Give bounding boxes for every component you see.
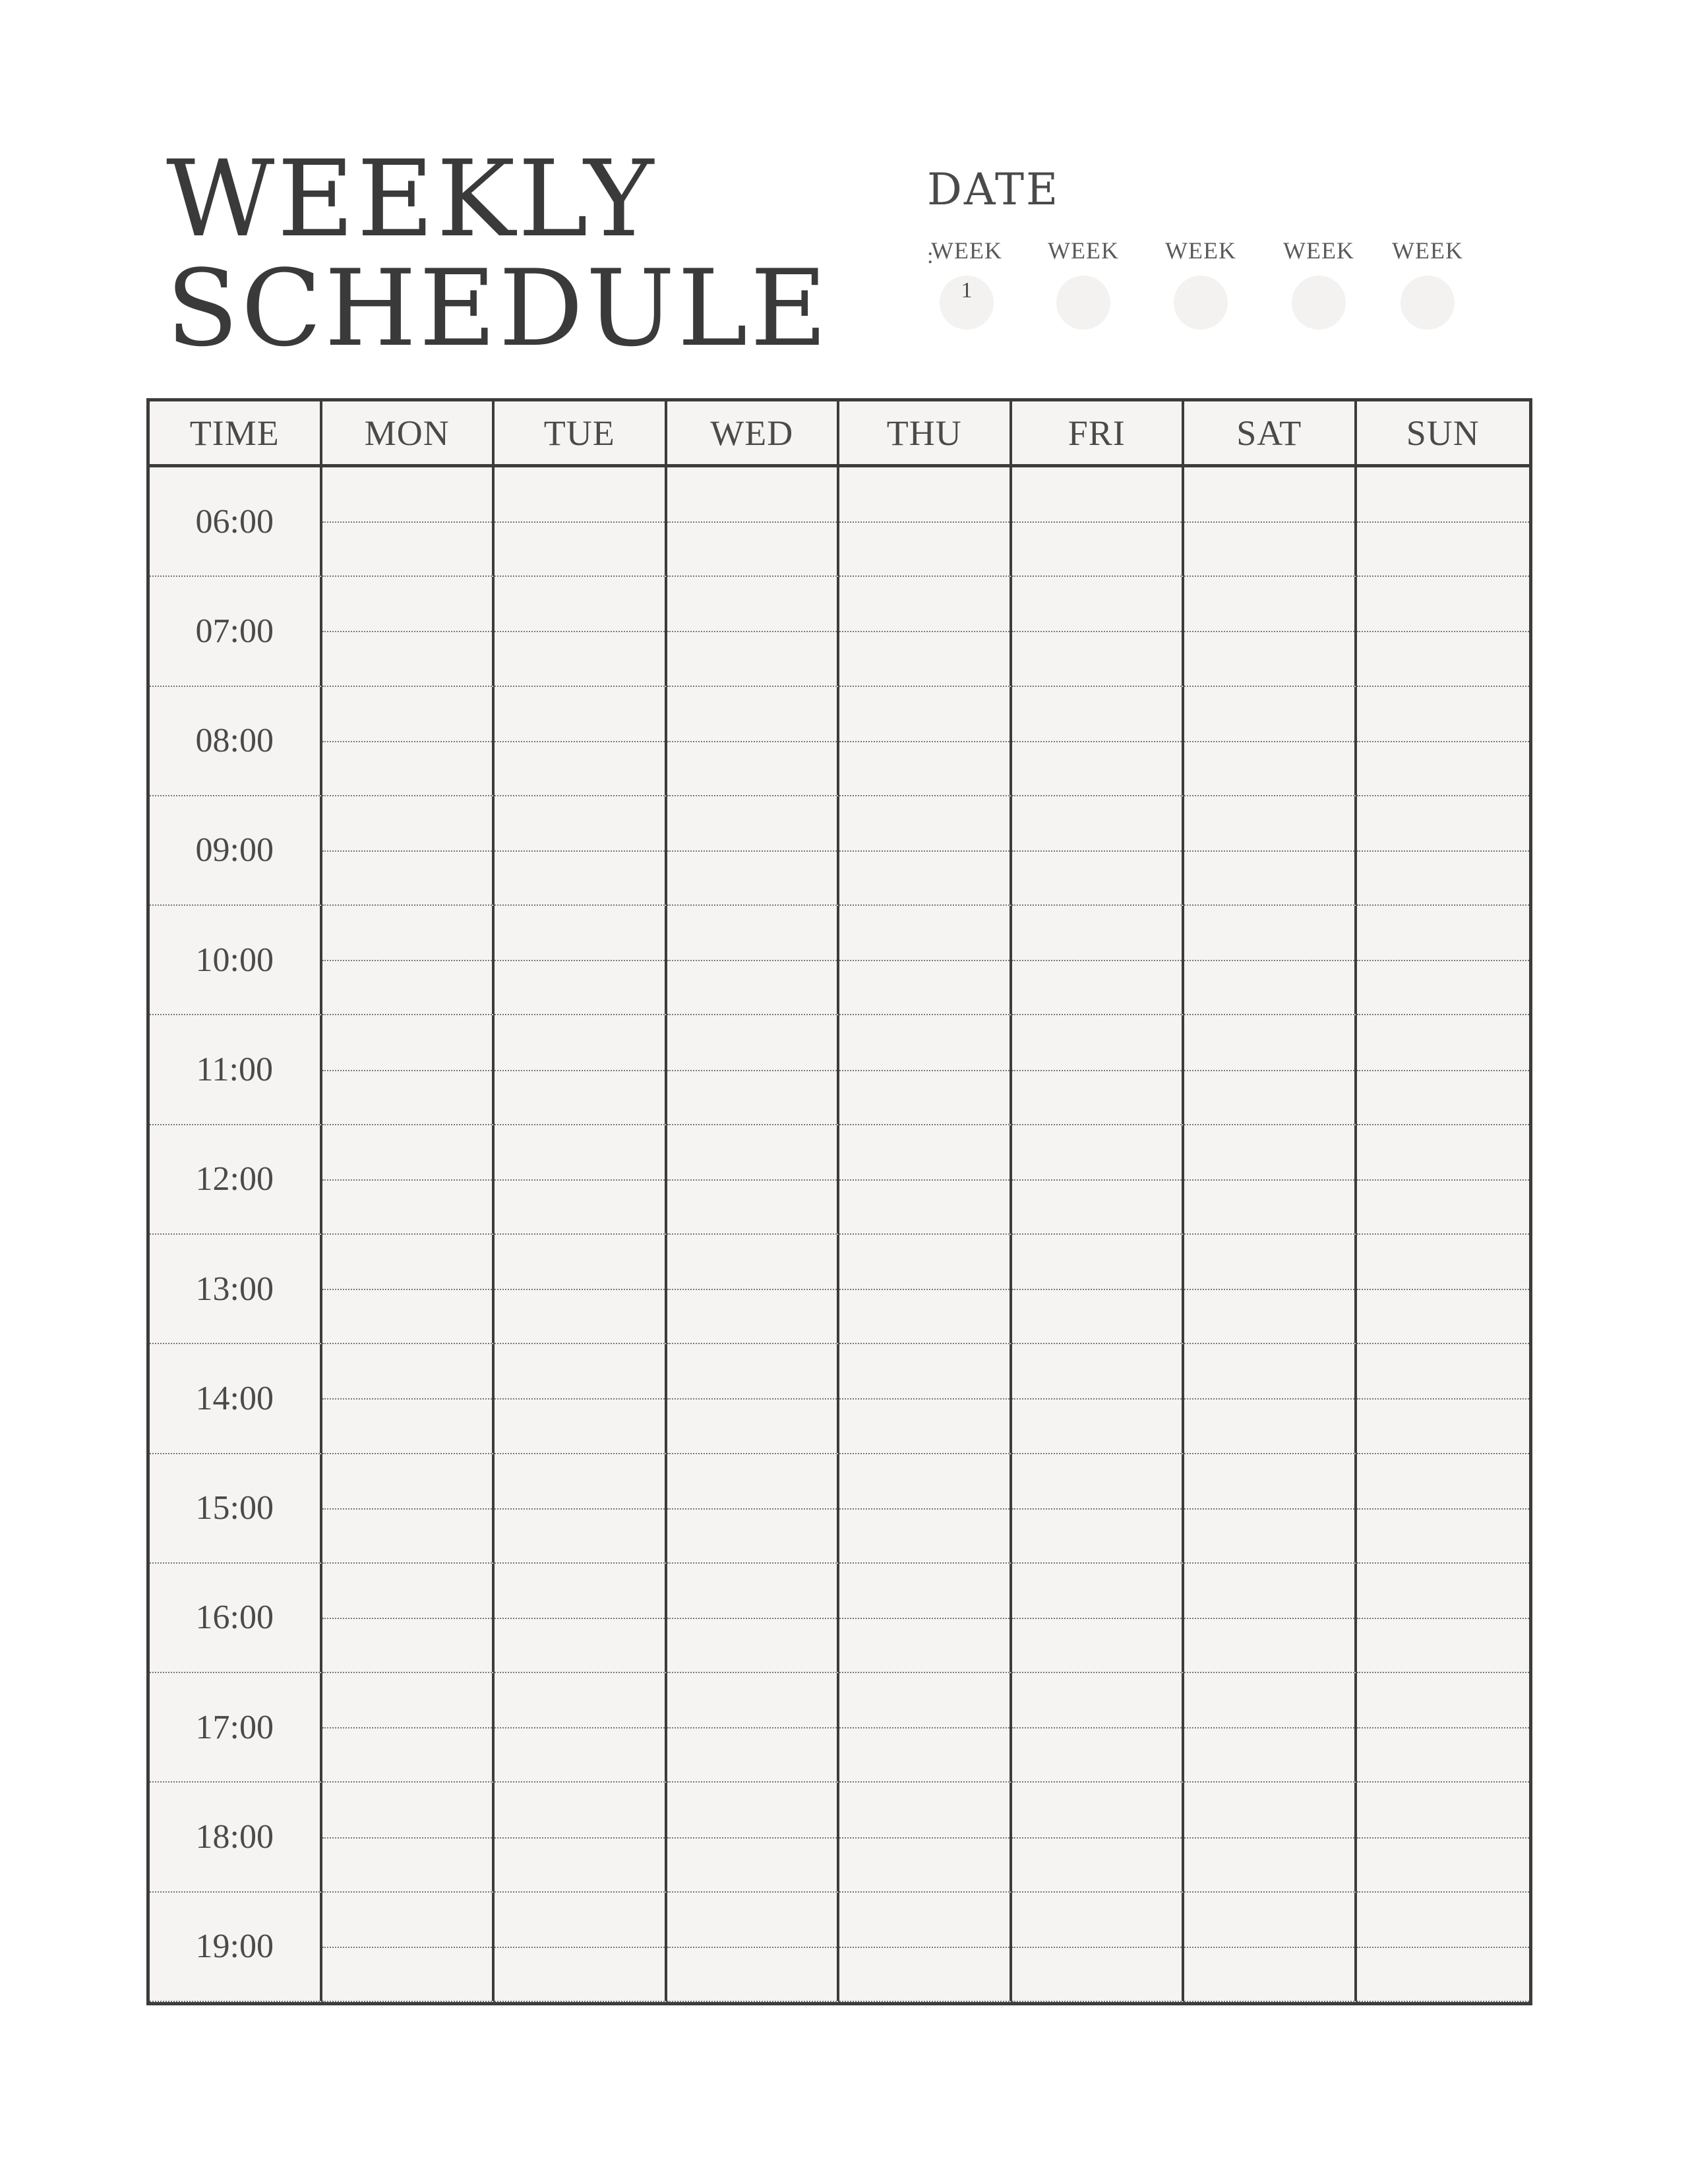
schedule-slot-tue[interactable] bbox=[495, 1783, 667, 1892]
week-marker: : bbox=[927, 244, 934, 268]
schedule-slot-wed[interactable] bbox=[667, 577, 840, 686]
schedule-slot-fri[interactable] bbox=[1012, 1125, 1185, 1235]
schedule-slot-sun[interactable] bbox=[1357, 577, 1530, 686]
schedule-slot-tue[interactable] bbox=[495, 906, 667, 1015]
column-header-sun: SUN bbox=[1357, 401, 1530, 467]
schedule-slot-wed[interactable] bbox=[667, 1344, 840, 1454]
week-circle[interactable] bbox=[1056, 276, 1110, 330]
schedule-slot-mon[interactable] bbox=[322, 467, 495, 577]
schedule-slot-tue[interactable] bbox=[495, 1125, 667, 1235]
schedule-slot-thu[interactable] bbox=[839, 1454, 1012, 1564]
schedule-slot-wed[interactable] bbox=[667, 1454, 840, 1564]
schedule-slot-sat[interactable] bbox=[1184, 1673, 1357, 1783]
schedule-slot-wed[interactable] bbox=[667, 906, 840, 1015]
week-item[interactable] bbox=[1158, 239, 1244, 330]
schedule-slot-sun[interactable] bbox=[1357, 1673, 1530, 1783]
schedule-slot-sun[interactable] bbox=[1357, 1235, 1530, 1344]
schedule-slot-mon[interactable] bbox=[322, 1344, 495, 1454]
schedule-slot-thu[interactable] bbox=[839, 1673, 1012, 1783]
schedule-slot-mon[interactable] bbox=[322, 906, 495, 1015]
schedule-slot-thu[interactable] bbox=[839, 577, 1012, 686]
schedule-slot-fri[interactable] bbox=[1012, 1454, 1185, 1564]
schedule-slot-wed[interactable] bbox=[667, 1783, 840, 1892]
schedule-slot-wed[interactable] bbox=[667, 1673, 840, 1783]
schedule-slot-fri[interactable] bbox=[1012, 577, 1185, 686]
schedule-slot-sat[interactable] bbox=[1184, 467, 1357, 577]
schedule-slot-sat[interactable] bbox=[1184, 1344, 1357, 1454]
schedule-slot-thu[interactable] bbox=[839, 687, 1012, 796]
column-header-mon: MON bbox=[322, 401, 495, 467]
schedule-slot-sat[interactable] bbox=[1184, 1125, 1357, 1235]
schedule-slot-sun[interactable] bbox=[1357, 1783, 1530, 1892]
schedule-slot-sun[interactable] bbox=[1357, 687, 1530, 796]
column-header-tue: TUE bbox=[495, 401, 667, 467]
week-number: 1 bbox=[961, 278, 973, 303]
schedule-slot-fri[interactable] bbox=[1012, 1564, 1185, 1673]
schedule-slot-fri[interactable] bbox=[1012, 1015, 1185, 1125]
schedule-slot-thu[interactable] bbox=[839, 1344, 1012, 1454]
schedule-slot-thu[interactable] bbox=[839, 906, 1012, 1015]
schedule-slot-fri[interactable] bbox=[1012, 1783, 1185, 1892]
schedule-slot-wed[interactable] bbox=[667, 1564, 840, 1673]
schedule-slot-mon[interactable] bbox=[322, 1015, 495, 1125]
schedule-slot-thu[interactable] bbox=[839, 1783, 1012, 1892]
schedule-slot-thu[interactable] bbox=[839, 1235, 1012, 1344]
week-item[interactable] bbox=[1385, 239, 1470, 330]
schedule-slot-fri[interactable] bbox=[1012, 467, 1185, 577]
schedule-slot-wed[interactable] bbox=[667, 467, 840, 577]
schedule-slot-mon[interactable] bbox=[322, 1564, 495, 1673]
time-label: 11:00 bbox=[150, 1015, 322, 1125]
week-label: WEEK bbox=[1165, 237, 1236, 264]
schedule-slot-wed[interactable] bbox=[667, 1125, 840, 1235]
schedule-slot-wed[interactable] bbox=[667, 687, 840, 796]
time-label: 16:00 bbox=[150, 1564, 322, 1673]
schedule-slot-fri[interactable] bbox=[1012, 1344, 1185, 1454]
time-label: 09:00 bbox=[150, 796, 322, 906]
schedule-slot-tue[interactable] bbox=[495, 1235, 667, 1344]
schedule-slot-wed[interactable] bbox=[667, 796, 840, 906]
schedule-slot-mon[interactable] bbox=[322, 1783, 495, 1892]
schedule-slot-mon[interactable] bbox=[322, 1673, 495, 1783]
schedule-slot-wed[interactable] bbox=[667, 1015, 840, 1125]
schedule-slot-tue[interactable] bbox=[495, 1673, 667, 1783]
schedule-slot-sat[interactable] bbox=[1184, 577, 1357, 686]
week-label: WEEK bbox=[1392, 237, 1463, 264]
column-header-time: TIME bbox=[150, 401, 322, 467]
time-label: 19:00 bbox=[150, 1893, 322, 2002]
page-title-line-1: WEEKLY bbox=[166, 137, 657, 260]
schedule-table bbox=[146, 398, 1532, 2005]
schedule-slot-fri[interactable] bbox=[1012, 687, 1185, 796]
schedule-slot-fri[interactable] bbox=[1012, 1673, 1185, 1783]
time-label: 15:00 bbox=[150, 1454, 322, 1564]
schedule-slot-sun[interactable] bbox=[1357, 796, 1530, 906]
schedule-slot-tue[interactable] bbox=[495, 467, 667, 577]
schedule-slot-wed[interactable] bbox=[667, 1235, 840, 1344]
time-label: 17:00 bbox=[150, 1673, 322, 1783]
week-circle[interactable] bbox=[1174, 276, 1228, 330]
schedule-slot-sun[interactable] bbox=[1357, 1564, 1530, 1673]
schedule-slot-sun[interactable] bbox=[1357, 1454, 1530, 1564]
schedule-slot-tue[interactable] bbox=[495, 577, 667, 686]
page-title-line-2: SCHEDULE bbox=[166, 247, 830, 370]
week-label: WEEK bbox=[1283, 237, 1354, 264]
schedule-slot-thu[interactable] bbox=[839, 1564, 1012, 1673]
schedule-slot-sun[interactable] bbox=[1357, 1125, 1530, 1235]
schedule-slot-tue[interactable] bbox=[495, 687, 667, 796]
time-label: 08:00 bbox=[150, 687, 322, 796]
week-label: WEEK bbox=[931, 237, 1002, 264]
week-circle[interactable] bbox=[940, 276, 994, 330]
schedule-slot-thu[interactable] bbox=[839, 1893, 1012, 2002]
schedule-slot-sat[interactable] bbox=[1184, 1235, 1357, 1344]
time-label: 13:00 bbox=[150, 1235, 322, 1344]
column-header-fri: FRI bbox=[1012, 401, 1185, 467]
schedule-slot-tue[interactable] bbox=[495, 1344, 667, 1454]
week-item[interactable] bbox=[1040, 239, 1126, 330]
schedule-slot-mon[interactable] bbox=[322, 796, 495, 906]
schedule-slot-thu[interactable] bbox=[839, 467, 1012, 577]
time-label: 06:00 bbox=[150, 467, 322, 577]
schedule-slot-sun[interactable] bbox=[1357, 467, 1530, 577]
schedule-slot-mon[interactable] bbox=[322, 1235, 495, 1344]
schedule-slot-mon[interactable] bbox=[322, 1454, 495, 1564]
time-label: 14:00 bbox=[150, 1344, 322, 1454]
schedule-slot-sun[interactable] bbox=[1357, 1344, 1530, 1454]
schedule-slot-fri[interactable] bbox=[1012, 906, 1185, 1015]
schedule-slot-wed[interactable] bbox=[667, 1893, 840, 2002]
schedule-slot-tue[interactable] bbox=[495, 1015, 667, 1125]
schedule-slot-sat[interactable] bbox=[1184, 906, 1357, 1015]
column-header-wed: WED bbox=[667, 401, 840, 467]
schedule-slot-mon[interactable] bbox=[322, 687, 495, 796]
schedule-slot-sat[interactable] bbox=[1184, 1783, 1357, 1892]
column-header-thu: THU bbox=[839, 401, 1012, 467]
schedule-slot-fri[interactable] bbox=[1012, 796, 1185, 906]
week-item[interactable] bbox=[1276, 239, 1362, 330]
week-circle[interactable] bbox=[1292, 276, 1346, 330]
week-label: WEEK bbox=[1048, 237, 1119, 264]
column-header-sat: SAT bbox=[1184, 401, 1357, 467]
week-circle[interactable] bbox=[1401, 276, 1455, 330]
schedule-slot-tue[interactable] bbox=[495, 796, 667, 906]
schedule-slot-fri[interactable] bbox=[1012, 1235, 1185, 1344]
schedule-slot-tue[interactable] bbox=[495, 1893, 667, 2002]
schedule-slot-thu[interactable] bbox=[839, 1015, 1012, 1125]
schedule-slot-sat[interactable] bbox=[1184, 1564, 1357, 1673]
time-label: 07:00 bbox=[150, 577, 322, 686]
schedule-slot-mon[interactable] bbox=[322, 577, 495, 686]
date-label: DATE bbox=[927, 164, 1060, 215]
schedule-slot-sat[interactable] bbox=[1184, 796, 1357, 906]
schedule-slot-sat[interactable] bbox=[1184, 1454, 1357, 1564]
time-label: 12:00 bbox=[150, 1125, 322, 1235]
time-label: 18:00 bbox=[150, 1783, 322, 1892]
schedule-slot-sat[interactable] bbox=[1184, 687, 1357, 796]
week-item[interactable] bbox=[924, 239, 1010, 330]
schedule-slot-mon[interactable] bbox=[322, 1893, 495, 2002]
schedule-slot-fri[interactable] bbox=[1012, 1893, 1185, 2002]
schedule-slot-thu[interactable] bbox=[839, 796, 1012, 906]
schedule-slot-tue[interactable] bbox=[495, 1454, 667, 1564]
schedule-slot-tue[interactable] bbox=[495, 1564, 667, 1673]
schedule-slot-sun[interactable] bbox=[1357, 1893, 1530, 2002]
schedule-slot-thu[interactable] bbox=[839, 1125, 1012, 1235]
schedule-slot-sat[interactable] bbox=[1184, 1893, 1357, 2002]
schedule-slot-sat[interactable] bbox=[1184, 1015, 1357, 1125]
schedule-slot-mon[interactable] bbox=[322, 1125, 495, 1235]
schedule-slot-sun[interactable] bbox=[1357, 906, 1530, 1015]
time-label: 10:00 bbox=[150, 906, 322, 1015]
schedule-slot-sun[interactable] bbox=[1357, 1015, 1530, 1125]
